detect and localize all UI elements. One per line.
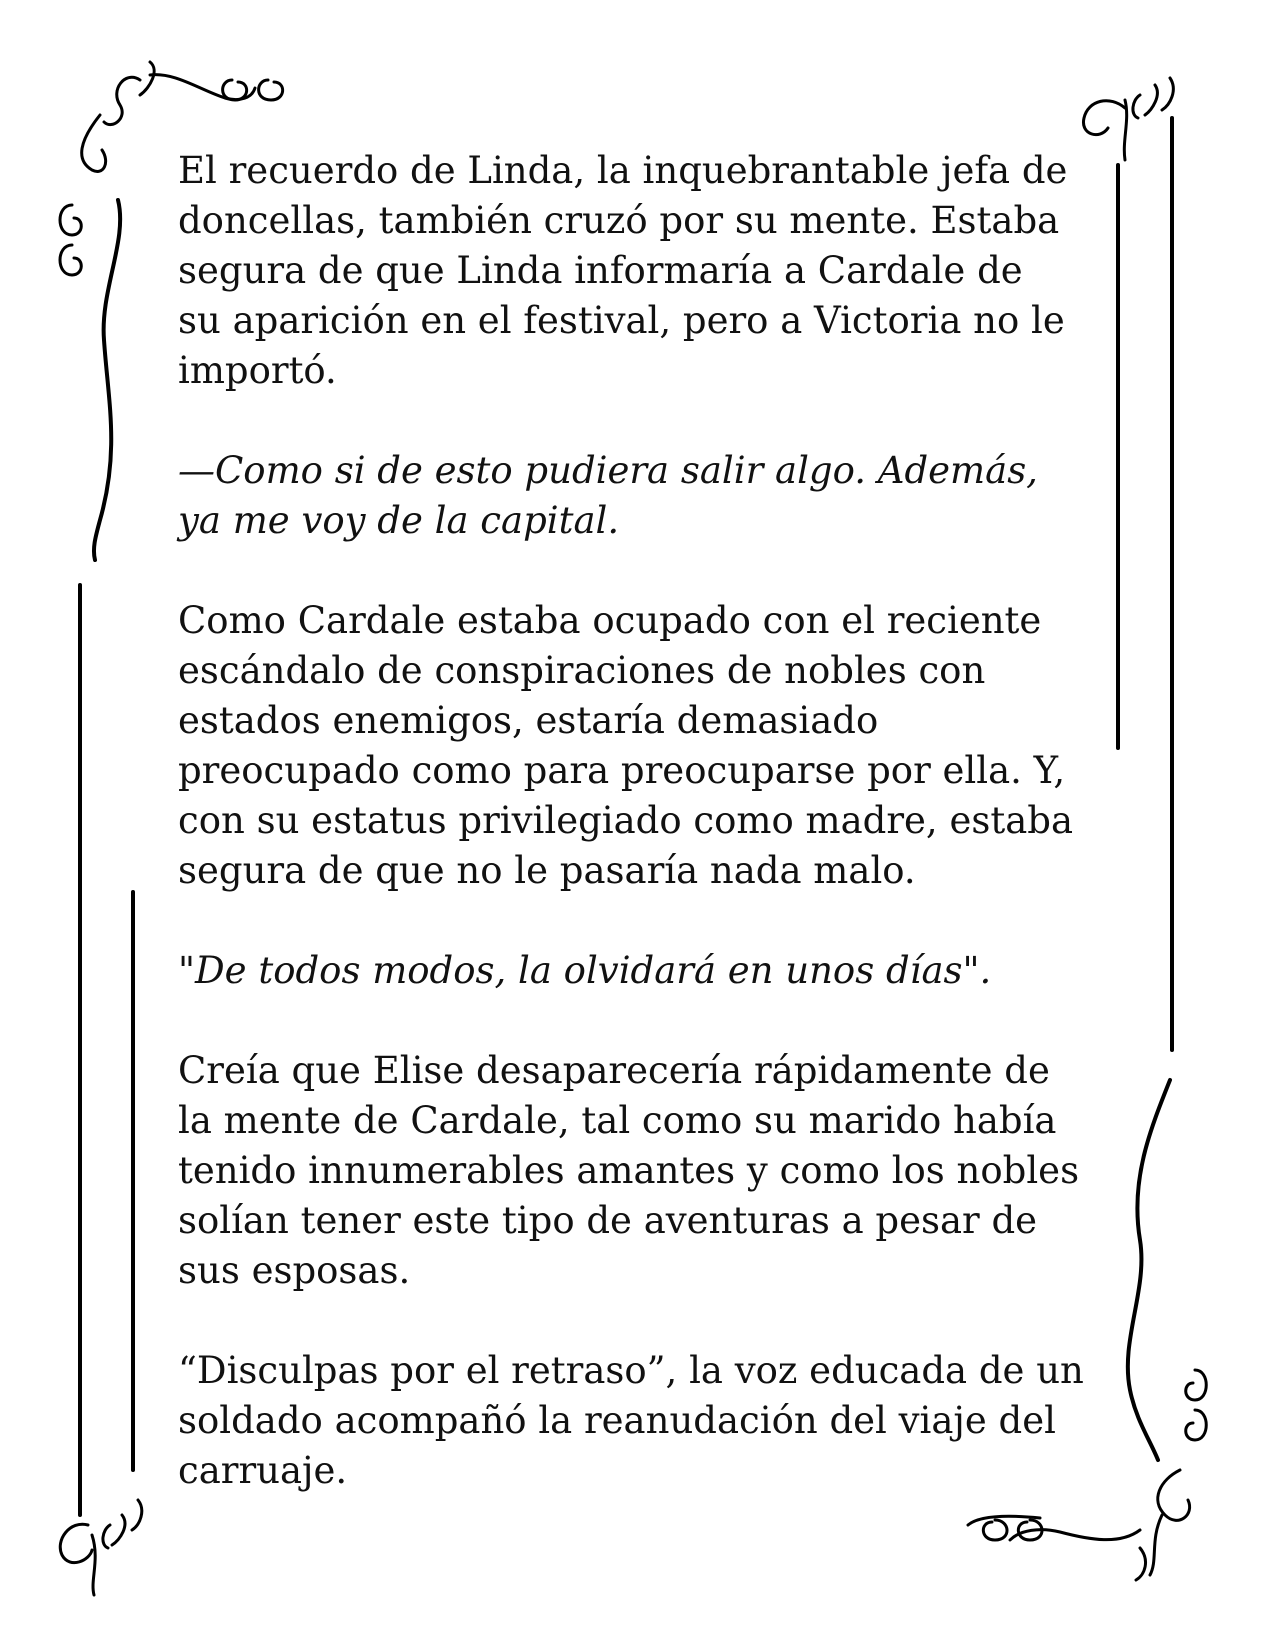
left-border-lines [80,585,133,1515]
paragraph-2-inner-thought: —Como si de esto pudiera salir algo. Además, ya me voy de la capital. [178,449,1038,542]
document-body [178,146,1098,1546]
paragraph-6-dialogue: “Disculpas por el retraso”, la voz educada de un soldado acompañó la reanudación del viaje del carruaje. [178,1349,1084,1492]
paragraph-5: Creía que Elise desaparecería rápidamente de la mente de Cardale, tal como su marido había tenido innumerables amantes y como los nobles solían tener este tipo de aventuras a pesar de sus esposas. [178,1049,1080,1292]
paragraph-1: El recuerdo de Linda, la inquebrantable jefa de doncellas, también cruzó por su mente. Estaba segura de que Linda informaría a Cardale de su aparición en el festival, pero a Victoria no le importó. [178,149,1068,392]
paragraph-4-inner-thought: "De todos modos, la olvidará en unos días". [178,949,992,992]
bottom-left-flourish-icon [60,1500,142,1595]
paragraph-3: Como Cardale estaba ocupado con el reciente escándalo de conspiraciones de nobles con estados enemigos, estaría demasiado preocupado como para preocuparse por ella. Y, con su estatus privilegiado como madre, estaba segura de que no le pasaría nada malo. [178,599,1074,892]
right-border-lines [1118,118,1172,1050]
